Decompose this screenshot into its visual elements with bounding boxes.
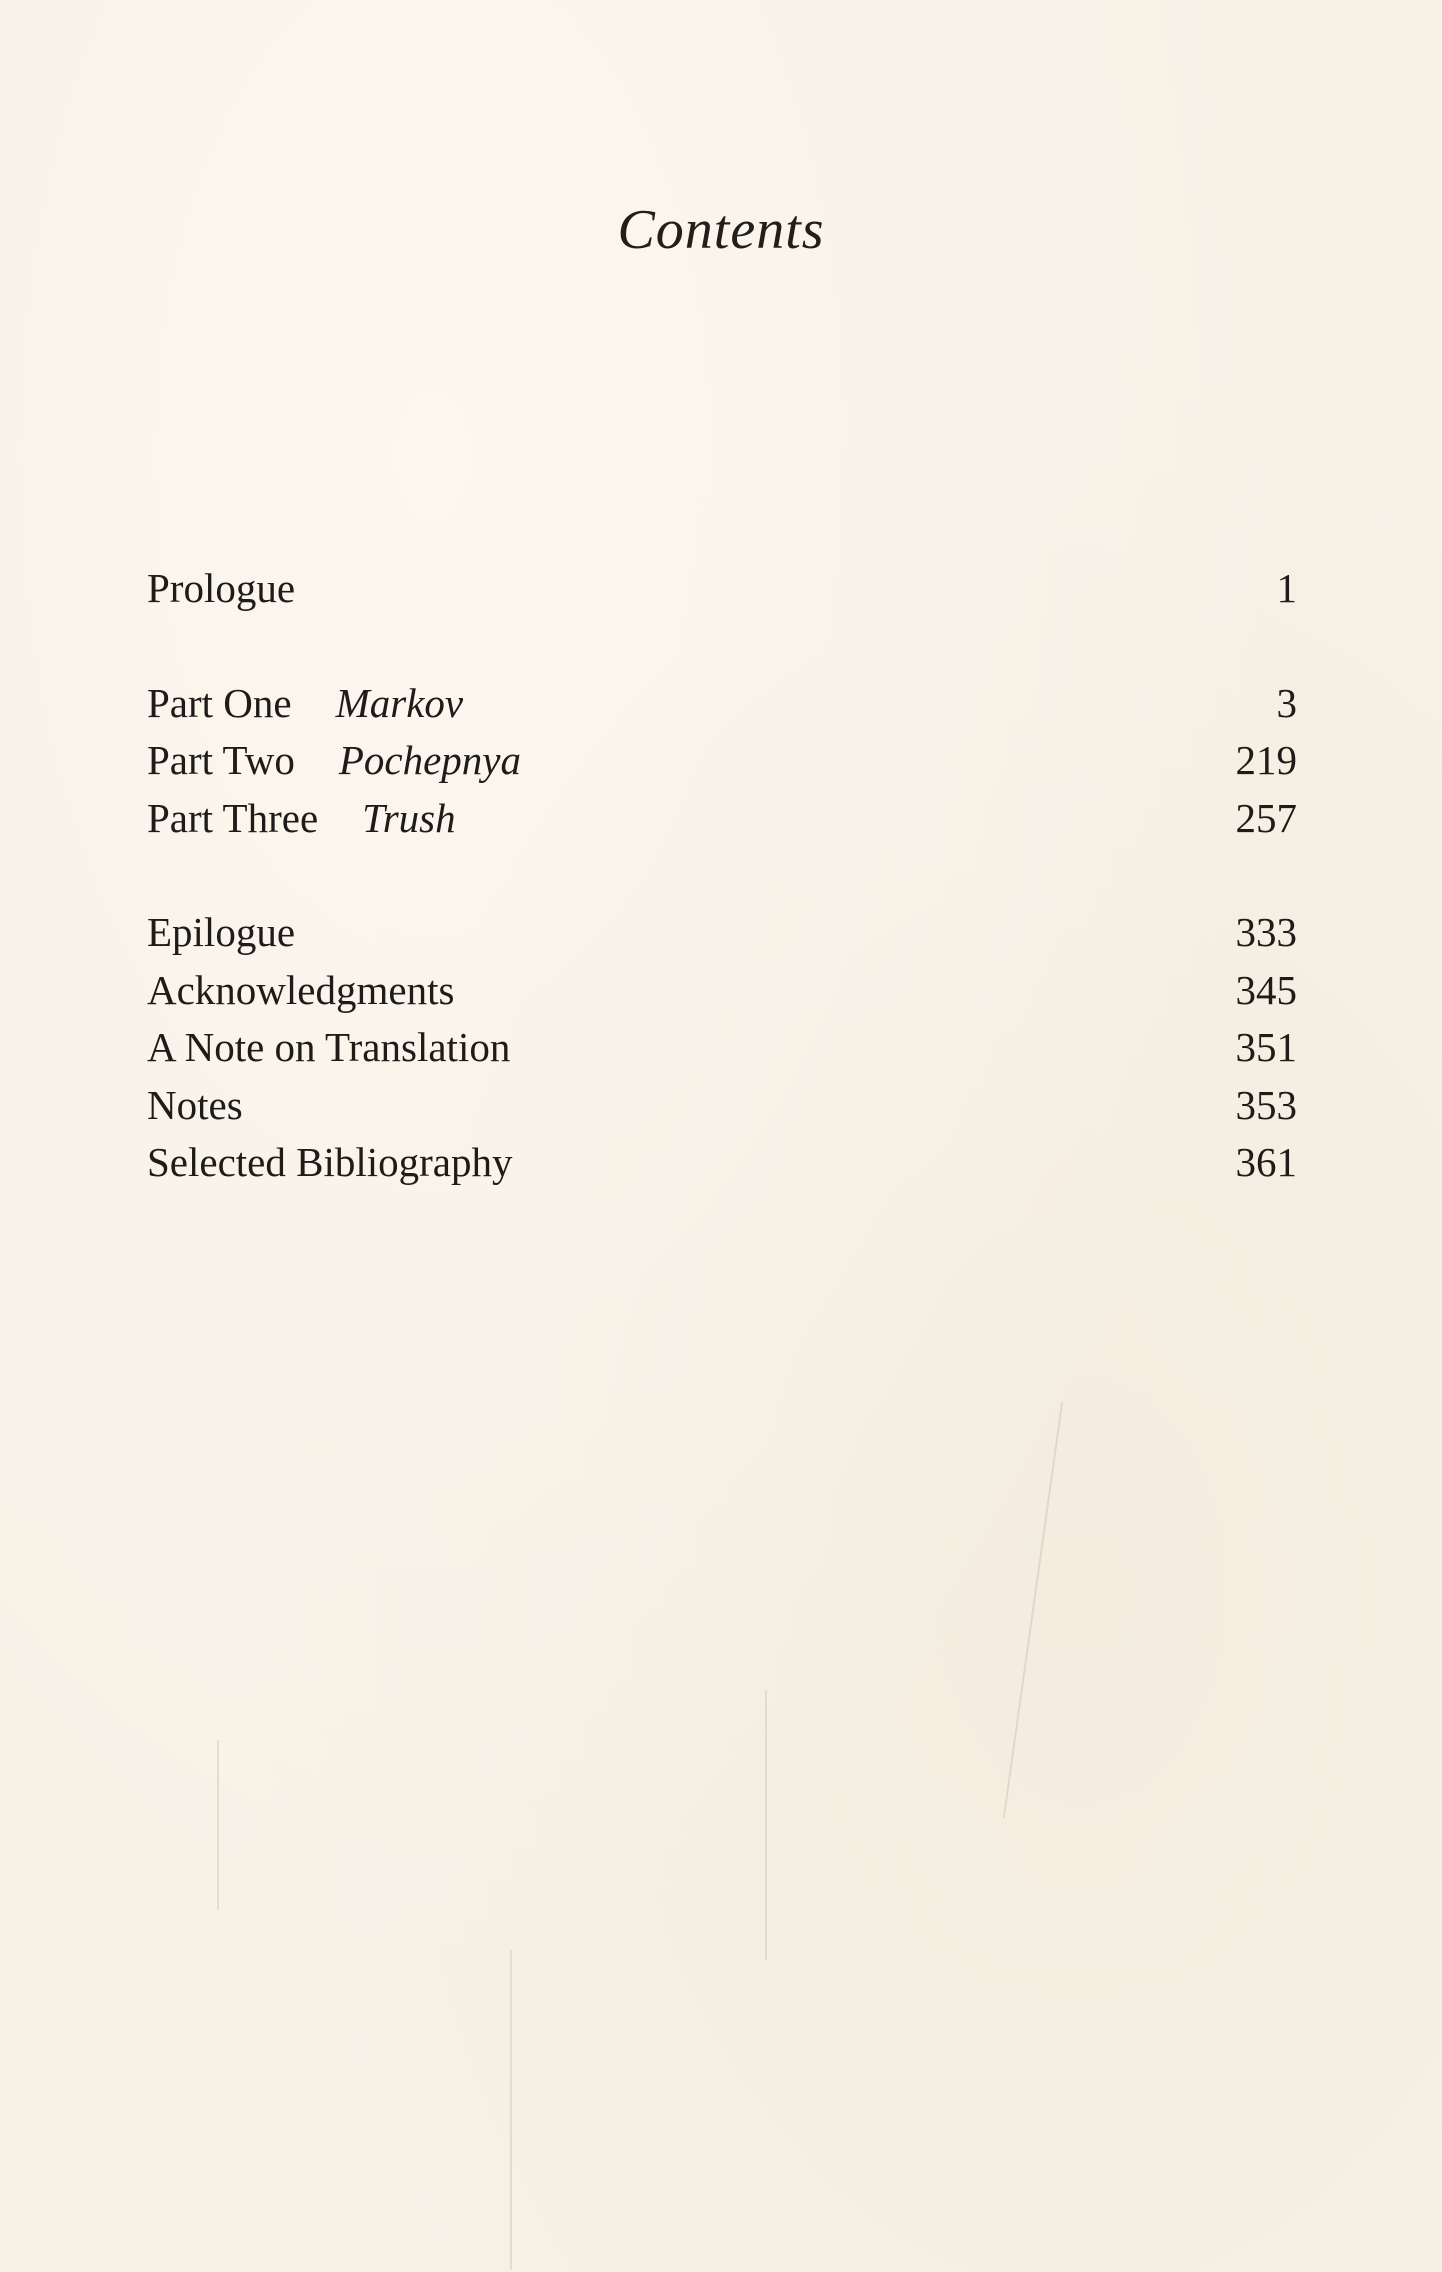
toc-entry-note-on-translation[interactable] xyxy=(147,1019,1297,1077)
toc-entry-page: 353 xyxy=(1235,1081,1297,1128)
toc-entry-subtitle: Pochepnya xyxy=(338,737,521,783)
toc-entry-label: A Note on Translation xyxy=(147,1024,511,1070)
toc-entry-acknowledgments[interactable] xyxy=(147,962,1297,1020)
toc-entry-page: 257 xyxy=(1235,794,1297,841)
toc-entry-part-two[interactable] xyxy=(147,732,1297,790)
toc-entry-page: 345 xyxy=(1235,966,1297,1013)
toc-entry-notes[interactable] xyxy=(147,1077,1297,1135)
scan-artifact xyxy=(1003,1402,1063,1818)
toc-spacer xyxy=(147,847,1297,904)
scan-artifact xyxy=(510,1950,512,2270)
table-of-contents xyxy=(147,560,1297,1192)
toc-entry-part-three[interactable] xyxy=(147,790,1297,848)
toc-entry-page: 351 xyxy=(1235,1024,1297,1070)
toc-entry-label: Part One xyxy=(147,679,292,726)
toc-entry-subtitle: Markov xyxy=(335,679,464,726)
toc-entry-page: 219 xyxy=(1235,737,1297,783)
toc-entry-label: Part Three xyxy=(147,794,319,841)
scan-artifact xyxy=(217,1740,219,1910)
toc-entry-prologue[interactable] xyxy=(147,560,1297,618)
toc-entry-label: Prologue xyxy=(147,565,296,611)
toc-entry-label: Epilogue xyxy=(147,909,296,955)
toc-entry-page: 1 xyxy=(1276,565,1297,611)
toc-entry-selected-bibliography[interactable] xyxy=(147,1134,1297,1192)
toc-entry-page: 333 xyxy=(1235,909,1297,955)
toc-spacer xyxy=(147,618,1297,675)
toc-entry-part-one[interactable] xyxy=(147,675,1297,733)
toc-entry-label: Part Two xyxy=(147,737,295,783)
toc-entry-label: Notes xyxy=(147,1081,243,1128)
toc-entry-label: Selected Bibliography xyxy=(147,1139,513,1185)
toc-entry-page: 3 xyxy=(1276,679,1297,726)
page-title: Contents xyxy=(617,199,825,261)
toc-entry-page: 361 xyxy=(1235,1139,1297,1185)
scan-artifact xyxy=(765,1690,767,1960)
toc-entry-subtitle: Trush xyxy=(362,794,456,841)
toc-entry-epilogue[interactable] xyxy=(147,904,1297,962)
toc-entry-label: Acknowledgments xyxy=(147,966,455,1013)
